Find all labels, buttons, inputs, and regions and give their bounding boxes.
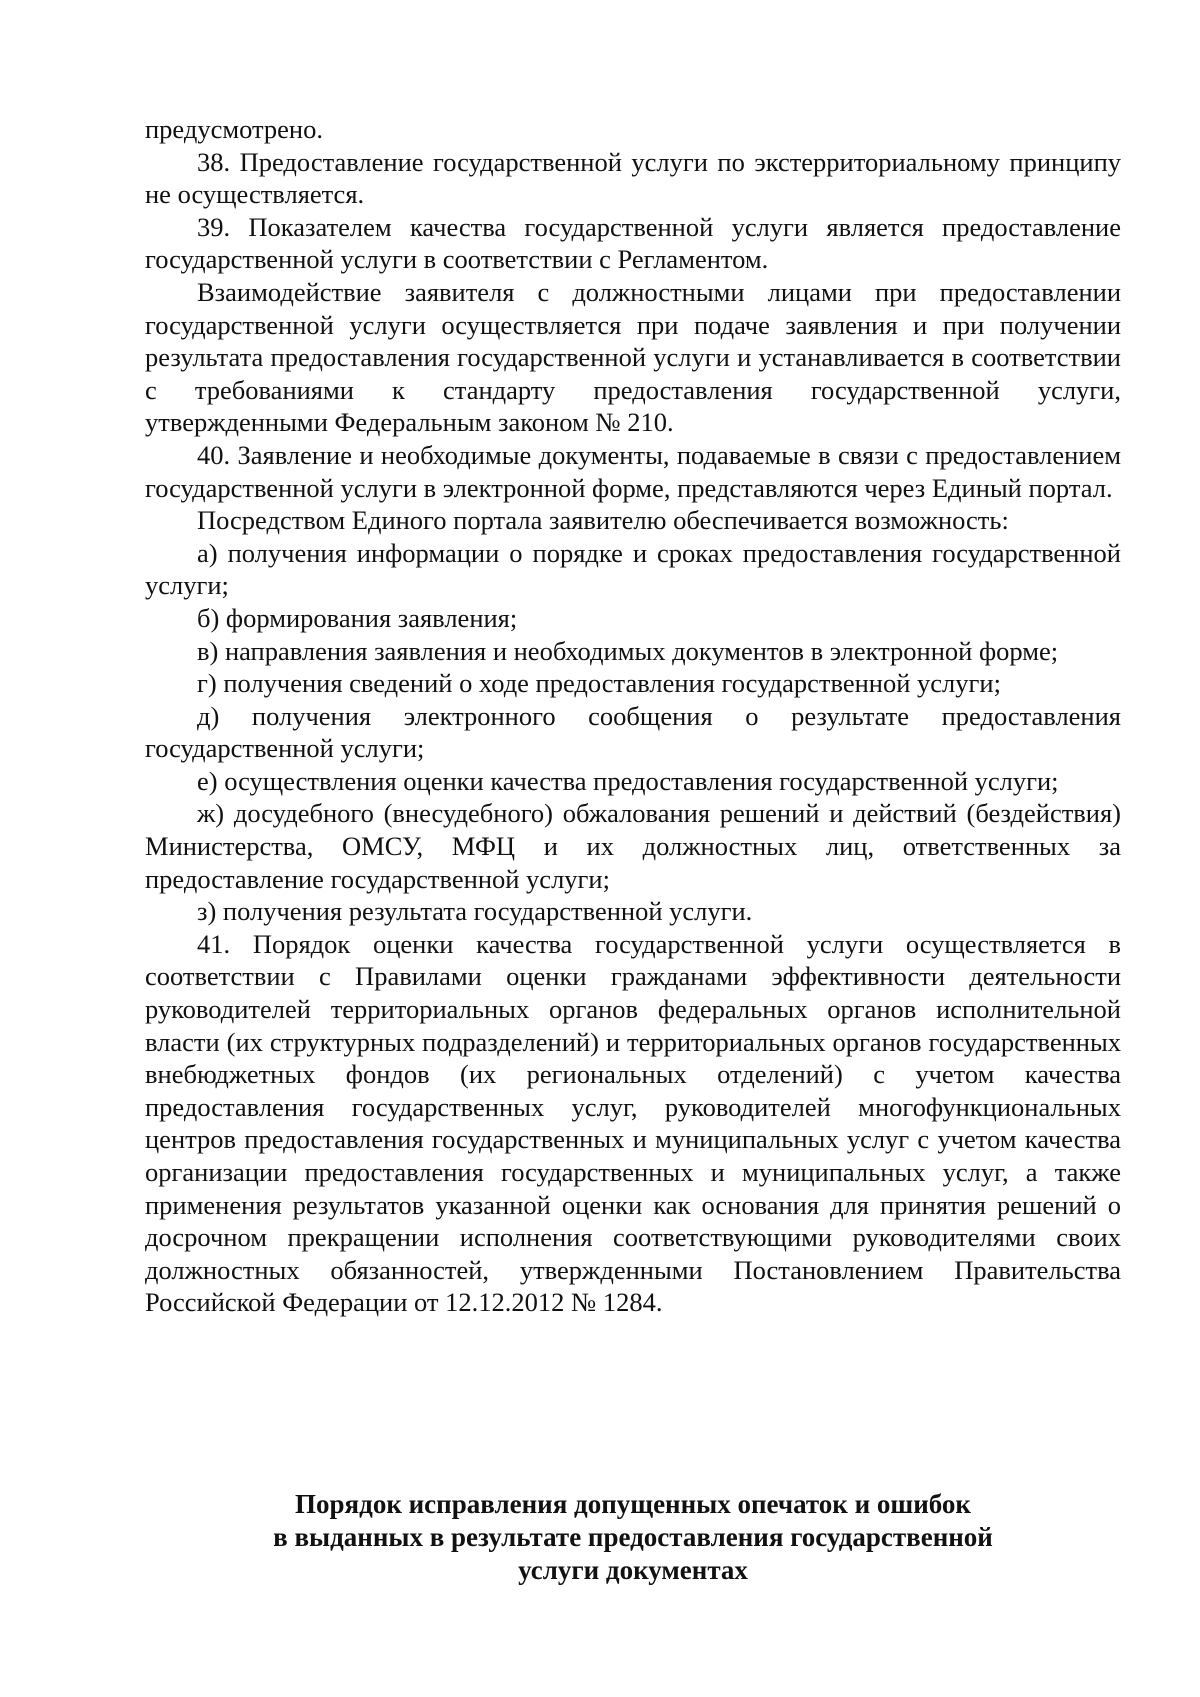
- paragraph-40: 40. Заявление и необходимые документы, подаваемые в связи с предоставлением государственной услуги в электронной форме, представляются через Единый портал.: [145, 439, 1121, 503]
- list-item-b: б) формирования заявления;: [197, 602, 518, 633]
- section-heading-line-3: услуги документах: [518, 1555, 748, 1585]
- paragraph-interaction: Взаимодействие заявителя с должностными лицами при предоставлении государственной услуги осуществляется при подаче заявления и при получении результата предоставления государственной услуги и устанавливается в соответствии с требованиями к стандарту предоставления государственной услуги, утвержденными Федеральным законом № 210.: [145, 276, 1121, 438]
- section-heading: [145, 1488, 1121, 1587]
- list-item-d: д) получения электронного сообщения о результате предоставления государственной услуги;: [145, 700, 1121, 764]
- paragraph-continuation: предусмотрено.: [145, 114, 323, 144]
- section-heading-line-2: в выданных в результате предоставления государственной: [273, 1522, 993, 1552]
- list-item-g: г) получения сведений о ходе предоставления государственной услуги;: [197, 668, 1001, 699]
- list-item-v: в) направления заявления и необходимых документов в электронной форме;: [197, 635, 1059, 666]
- list-item-a: а) получения информации о порядке и сроках предоставления государственной услуги;: [145, 537, 1121, 601]
- paragraph-portal-intro: Посредством Единого портала заявителю обеспечивается возможность:: [197, 505, 1009, 536]
- list-item-e: е) осуществления оценки качества предоставления государственной услуги;: [197, 765, 1059, 796]
- paragraph-41: 41. Порядок оценки качества государственной услуги осуществляется в соответствии с Правилами оценки гражданами эффективности деятельности руководителей территориальных органов федеральных органов исполнительной власти (их структурных подразделений) и территориальных органов государственных внебюджетных фондов (их региональных отделений) с учетом качества предоставления государственных услуг, руководителей многофункциональных центров предоставления государственных и муниципальных услуг с учетом качества организации предоставления государственных и муниципальных услуг, а также применения результатов указанной оценки как основания для принятия решений о досрочном прекращении исполнения соответствующими руководителями своих должностных обязанностей, утвержденными Постановлением Правительства Российской Федерации от 12.12.2012 № 1284.: [145, 928, 1121, 1318]
- paragraph-39: 39. Показателем качества государственной услуги является предоставление государственной услуги в соответствии с Регламентом.: [145, 211, 1121, 275]
- list-item-z: з) получения результата государственной услуги.: [197, 896, 753, 927]
- paragraph-38: 38. Предоставление государственной услуги по экстерриториальному принципу не осуществляется.: [145, 146, 1121, 210]
- list-item-zh: ж) досудебного (внесудебного) обжалования решений и действий (бездействия) Министерства, ОМСУ, МФЦ и их должностных лиц, ответственных за предоставление государственной услуги;: [145, 798, 1121, 894]
- document-body: [145, 113, 1121, 1319]
- section-heading-line-1: Порядок исправления допущенных опечаток и ошибок: [295, 1489, 971, 1519]
